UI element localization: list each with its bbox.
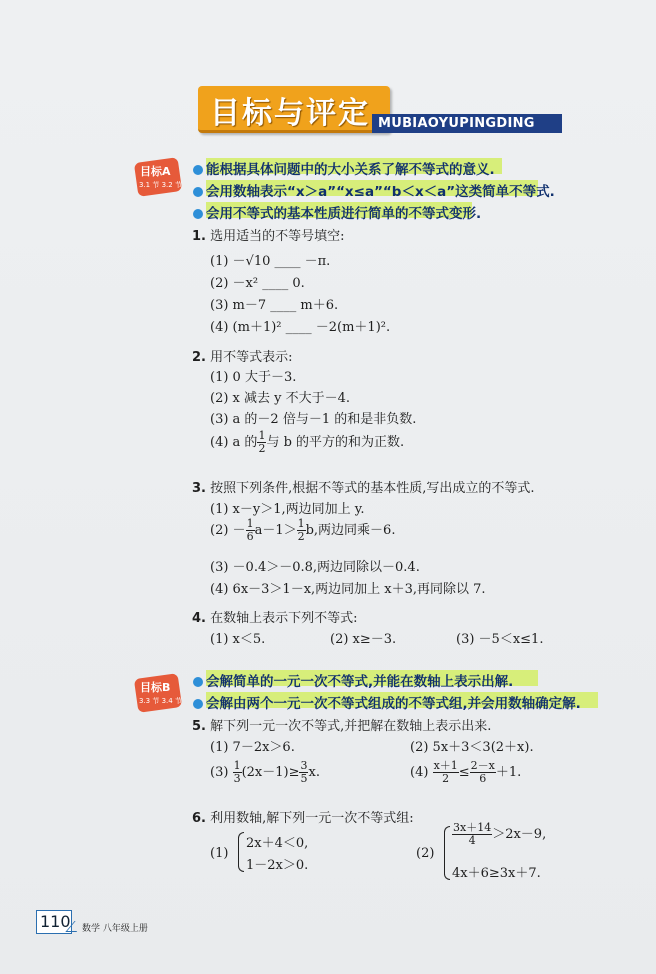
bullet-dot-icon [193,677,203,687]
q6-item-1-line-1: 2x＋4＜0, [246,836,309,851]
bullet-dot-icon [193,187,203,197]
q5-item-1: (1) 7－2x＞6. [210,740,295,755]
q5-item-3: (3) $\frac{1}{3}$ (2x－1)≥ $\frac{3}{5}$ x. [210,759,320,785]
q6-item-1-label: (1) [210,846,229,861]
q2-item-1: (1) 0 大于－3. [210,370,297,385]
goal-a-bullet-2: 会用数轴表示“x＞a”“x≤a”“b＜x＜a”这类简单不等式. [193,180,555,200]
goal-b-sections: 3.3 节 3.4 节 [139,697,182,705]
question-5: 5. 解下列一元一次不等式,并把解在数轴上表示出来. [192,719,492,734]
q3-item-1: (1) x－y＞1,两边同加上 y. [210,502,365,517]
q1-item-4: (4) (m＋1)² ____ －2(m＋1)². [210,320,391,335]
q6-item-2-line-2: 4x＋6≥3x＋7. [452,866,541,881]
goal-a-bullet-1: 能根据具体问题中的大小关系了解不等式的意义. [193,158,495,178]
question-6: 6. 利用数轴,解下列一元一次不等式组: [192,811,414,826]
q1-item-2: (2) －x² ____ 0. [210,276,305,291]
goal-b-label: 目标B [140,681,171,694]
q5-item-4: (4) $\frac{x+1}{2}$ ≤ $\frac{2-x}{6}$ ＋1. [410,759,522,785]
goal-a-label: 目标A [140,165,171,178]
q6-item-1-line-2: 1－2x＞0. [246,858,309,873]
q3-item-4: (4) 6x－3＞1－x,两边同加上 x＋3,再同除以 7. [210,582,486,597]
q4-item-2: (2) x≥－3. [330,632,397,647]
bullet-dot-icon [193,699,203,709]
q3-item-3: (3) －0.4＞－0.8,两边同除以－0.4. [210,560,420,575]
q1-item-1: (1) －√10 ____ －π. [210,254,331,269]
page-number: 110 [40,912,71,931]
goal-b-bullet-2: 会解由两个一元一次不等式组成的不等式组,并会用数轴确定解. [193,692,581,712]
question-4: 4. 在数轴上表示下列不等式: [192,611,358,626]
q4-item-3: (3) －5＜x≤1. [456,632,544,647]
goal-a-sections: 3.1 节 3.2 节 [139,181,182,189]
q3-item-2: (2) － $\frac{1}{6}$ a－1＞ $\frac{1}{2}$ b,两边同乘－6. [210,517,396,543]
question-1: 1. 选用适当的不等号填空: [192,229,345,244]
q2-item-2: (2) x 减去 y 不大于－4. [210,391,351,406]
q6-item-2-label: (2) [416,846,435,861]
footer-book-title: 数学 八年级上册 [82,924,148,934]
q1-item-3: (3) m－7 ____ m＋6. [210,298,339,313]
page-subtitle: MUBIAOYUPINGDING [378,116,535,131]
page-title: 目标与评定 [210,96,370,131]
question-2: 2. 用不等式表示: [192,350,293,365]
question-3: 3. 按照下列条件,根据不等式的基本性质,写出成立的不等式. [192,481,535,496]
goal-a-bullet-3: 会用不等式的基本性质进行简单的不等式变形. [193,202,481,222]
q6-item-2-line-1: $\frac{3x+14}{4}$ ＞2x－9, [453,821,547,847]
brace-icon [444,826,450,880]
brace-icon [238,832,244,872]
q4-item-1: (1) x＜5. [210,632,266,647]
q2-item-4: (4) a 的 $\frac{1}{2}$ 与 b 的平方的和为正数. [210,429,405,455]
q2-item-3: (3) a 的－2 倍与－1 的和是非负数. [210,412,417,427]
goal-b-bullet-1: 会解简单的一元一次不等式,并能在数轴上表示出解. [193,670,513,690]
q5-item-2: (2) 5x＋3＜3(2＋x). [410,740,534,755]
bullet-dot-icon [193,165,203,175]
bullet-dot-icon [193,209,203,219]
